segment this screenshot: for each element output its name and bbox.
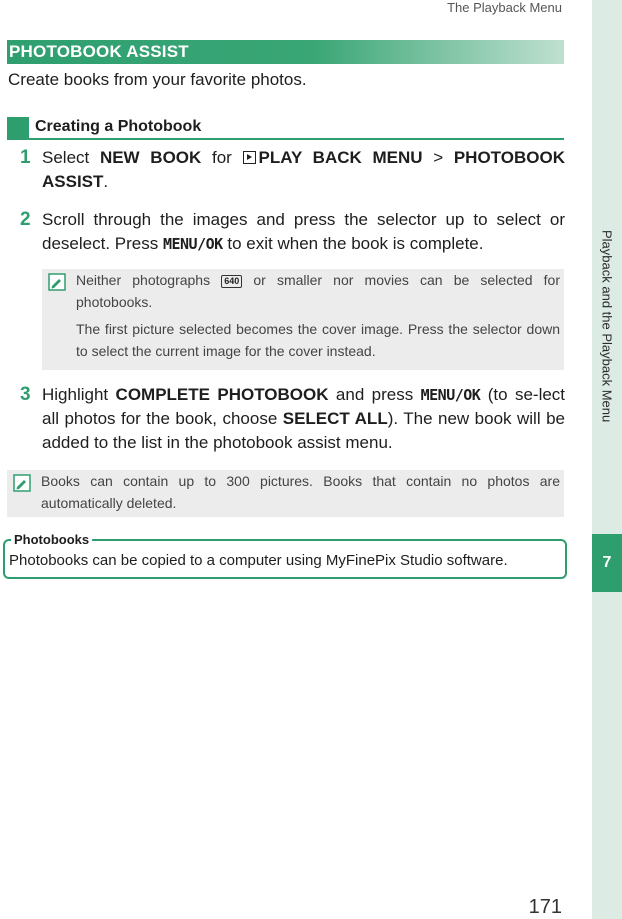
chapter-number: 7 — [592, 534, 622, 592]
step-text: to exit when the book is complete. — [222, 234, 484, 253]
note-paragraph: Neither photographs 640 or smaller nor movies can be selected for photobooks. — [76, 272, 560, 310]
step-number: 1 — [20, 147, 31, 168]
note-1 — [42, 269, 564, 370]
tip-title: Photobooks — [11, 532, 92, 547]
step-number: 2 — [20, 209, 31, 230]
menu-item-photobook-assist: PHOTOBOOK ASSIST — [42, 148, 565, 191]
intro-text: Create books from your favorite photos. — [8, 70, 307, 89]
menu-item-complete-photobook: COMPLETE PHOTOBOOK — [115, 385, 329, 404]
step-body — [42, 208, 565, 256]
menu-item-select-all: SELECT ALL — [282, 409, 388, 428]
chapter-label: Playback and the Playback Menu — [599, 230, 615, 423]
page-number: 171 — [528, 896, 562, 918]
running-head: The Playback Menu — [447, 0, 562, 15]
note-2 — [7, 470, 564, 517]
step-2 — [20, 208, 565, 256]
step-body — [42, 383, 565, 455]
size-640-icon: 640 — [221, 275, 242, 288]
step-text: . — [103, 172, 109, 191]
subheading-marker — [7, 117, 29, 138]
chapter-side-tab — [592, 0, 622, 919]
playback-icon — [243, 151, 256, 164]
step-text: (to se-lect all photos for the book, choose — [42, 385, 566, 428]
note-pencil-icon — [48, 273, 66, 291]
step-text: ). The new book will be added to the list in the photobook assist menu. — [42, 409, 565, 452]
note-pencil-icon — [13, 474, 31, 492]
tip-text: Photobooks can be copied to a computer using MyFinePix Studio software. — [9, 552, 508, 569]
section-title: PHOTOBOOK ASSIST — [7, 40, 564, 64]
menu-playback: PLAY BACK MENU — [258, 148, 423, 167]
step-text: Select — [42, 148, 100, 167]
step-text: for — [201, 148, 243, 167]
step-text: Highlight — [42, 385, 116, 404]
step-text: > — [422, 148, 454, 167]
step-1 — [20, 146, 565, 194]
menu-item-new-book: NEW BOOK — [99, 148, 202, 167]
step-3 — [20, 383, 565, 455]
step-text: and press — [328, 385, 421, 404]
menu-ok-key: MENU/OK — [420, 386, 481, 404]
note-paragraph: The first picture selected becomes the cover image. Press the selector down to select the current image for the cover instead. — [76, 321, 560, 359]
note-paragraph: Books can contain up to 300 pictures. Books that contain no photos are automatically deleted. — [41, 473, 560, 511]
step-body — [42, 146, 565, 194]
subheading-text: Creating a Photobook — [35, 118, 202, 135]
tip-box — [3, 532, 567, 579]
menu-ok-key: MENU/OK — [162, 235, 223, 253]
step-text: Scroll through the images and press the selector up to select or deselect. Press — [42, 210, 565, 253]
step-number: 3 — [20, 384, 31, 405]
subheading — [7, 116, 564, 140]
